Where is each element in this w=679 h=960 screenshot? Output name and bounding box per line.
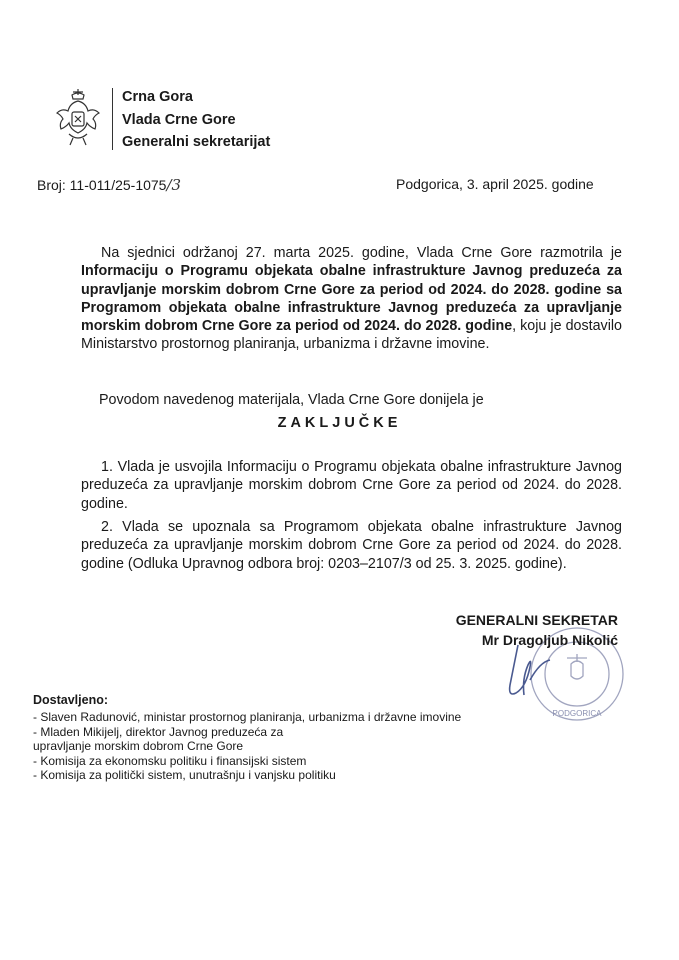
document-number (37, 176, 181, 194)
intro-text-2: , koju je dostavilo Ministarstvo prostornog planiranja, urbanizma i državne imovine. (81, 318, 622, 353)
intro-bold-title: Informaciju o Programu objekata obalne infrastrukture Javnog preduzeća za upravljanje morskim dobrom Crne Gore za period od 2024. do 2028. godine sa Programom objekata obalne infrastrukture Javnog preduzeća za upravljanje morskim dobrom Crne Gore za period od 2024. do 2028. godine (81, 263, 622, 335)
distribution-item: - Komisija za politički sistem, unutrašnju i vanjsku politiku (33, 768, 336, 783)
document-number-label: Broj: 11-011/25-1075 (37, 177, 167, 193)
distribution-item: - Komisija za ekonomsku politiku i finansijski sistem (33, 753, 307, 768)
distribution-list (33, 710, 461, 783)
decision-paragraph: Povodom navedenog materijala, Vlada Crne Gore donijela je (99, 392, 484, 408)
signatory-name: Mr Dragoljub Nikolić (481, 632, 618, 648)
distribution-item: upravljanje morskim dobrom Crne Gore (33, 739, 244, 754)
intro-text-1: Na sjednici održanoj 27. marta 2025. godine, Vlada Crne Gore razmotrila je (101, 245, 622, 261)
conclusion-item-1: 1. Vlada je usvojila Informaciju o Programu objekata obalne infrastrukture Javnog preduzeća za upravljanje morskim dobrom Crne Gore za period od 2024. do 2028. godine. (81, 459, 622, 512)
office-name: Generalni sekretarijat (122, 134, 271, 150)
letterhead (122, 86, 270, 154)
government-name: Vlada Crne Gore (122, 111, 236, 128)
distribution-title: Dostavljeno: (33, 693, 109, 707)
signatory-title: GENERALNI SEKRETAR (455, 612, 618, 628)
header-divider (112, 88, 113, 150)
place-date: Podgorica, 3. april 2025. godine (396, 176, 594, 192)
handwritten-signature (470, 640, 580, 720)
country-name: Crna Gora (122, 89, 193, 105)
conclusions-heading: ZAKLJUČKE (277, 415, 402, 431)
coat-of-arms-icon (55, 88, 101, 148)
intro-paragraph (81, 244, 622, 354)
conclusion-item-2: 2. Vlada se upoznala sa Programom objekata obalne infrastrukture Javnog preduzeća za upravljanje morskim dobrom Crne Gore za period od 2024. do 2028. godine (Odluka Upravnog odbora broj: 0203–2107/3 od 25. 3. 2025. godine). (81, 519, 622, 572)
distribution-item: - Slaven Radunović, ministar prostornog planiranja, urbanizma i državne imovine (33, 710, 462, 724)
handwritten-number: /3 (166, 176, 182, 194)
stamp-text: PODGORICA (552, 709, 602, 718)
distribution-item: - Mladen Mikijelj, direktor Javnog preduzeća za (33, 724, 284, 739)
